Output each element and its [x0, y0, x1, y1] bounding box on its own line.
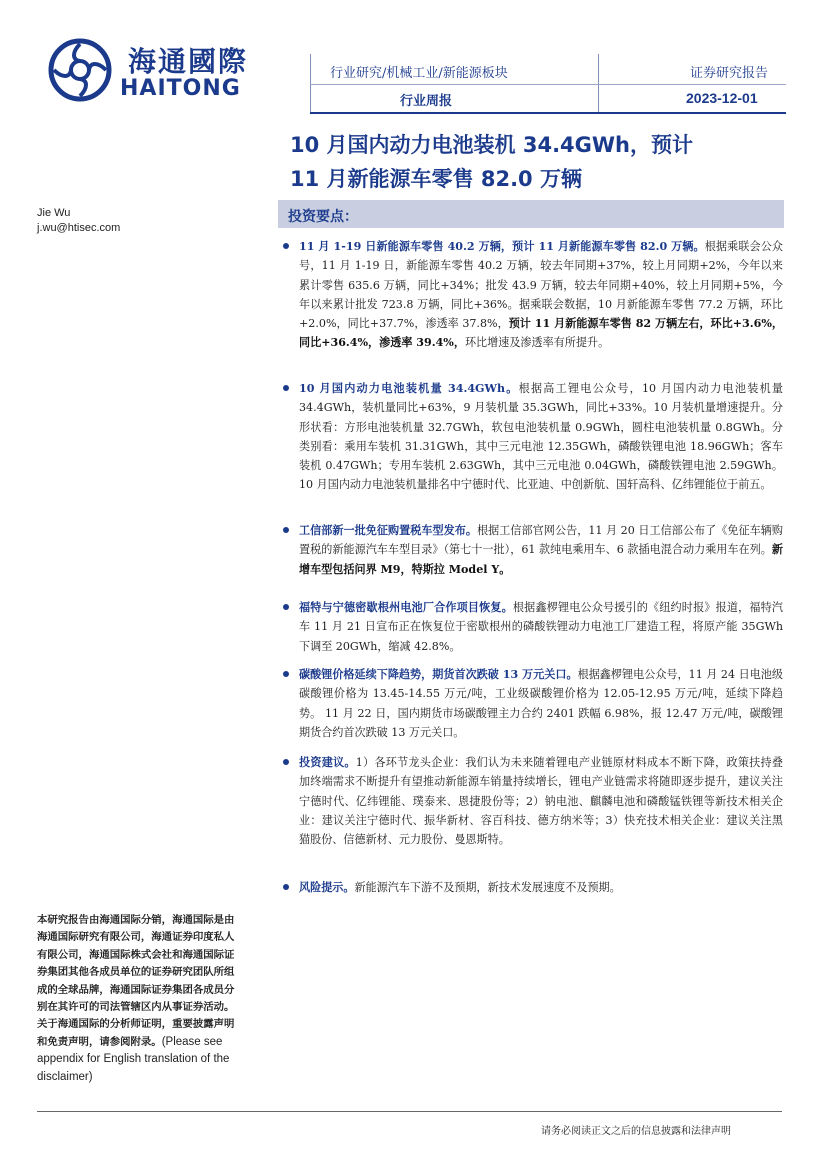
- bullet-lead: 10 月国内动力电池装机量 34.4GWh。: [299, 382, 519, 395]
- bullet-investment-advice: [299, 753, 783, 849]
- disclaimer: [37, 912, 241, 1086]
- report-type: 证券研究报告: [690, 66, 769, 81]
- bullet-tail: 环比增速及渗透率有所提升。: [464, 336, 610, 350]
- bullet-dot-icon: [283, 604, 289, 610]
- summary-heading: 投资要点：: [288, 209, 358, 225]
- author-email[interactable]: j.wu@htisec.com: [37, 222, 121, 234]
- report-title: [290, 128, 790, 196]
- header-divider-left: [310, 54, 311, 112]
- bullet-dot-icon: [283, 527, 289, 533]
- title-line-2: 11 月新能源车零售 82.0 万辆: [290, 167, 582, 191]
- bullet-body: 根据工信部官网公告，11 月 20 日工信部公布了《免征车辆购置税的新能源汽车车型目录》（第七十一批），61 款纯电乘用车、6 款插电混合动力乘用车在列。: [299, 524, 783, 557]
- logo-english-name: HAITONG: [120, 76, 241, 101]
- bullet-dot-icon: [283, 884, 289, 890]
- bullet-bold: 预计 11 月新能源车零售 82 万辆左右，环比+3.6%，同比+36.4%，渗透率 39.4%，: [299, 317, 783, 350]
- bullet-lithium-carbonate: [299, 665, 783, 742]
- bullet-dot-icon: [283, 671, 289, 677]
- bullet-lead: 投资建议。: [299, 756, 356, 769]
- title-line-1: 10 月国内动力电池装机 34.4GWh，预计: [290, 133, 694, 157]
- bullet-lead: 风险提示。: [299, 881, 355, 894]
- disclaimer-english[interactable]: (Please see appendix for English translation of the disclaimer): [37, 1035, 230, 1083]
- bullet-dot-icon: [283, 759, 289, 765]
- footer-note: 请务必阅读正文之后的信息披露和法律声明: [541, 1126, 731, 1137]
- bullet-body: 根据高工锂电公众号，10 月国内动力电池装机量 34.4GWh，装机量同比+63%，9 月装机量 35.3GWh，同比+33%。10 月装机量增速提升。分形状看：方形电池装机量 32.7GWh，软包电池装机量 0.9GWh，圆柱电池装机量 0.8GWh。分类别看：乘用车装机 31.31GWh，其中三元电池 12.35GWh，磷酸铁锂电池 18.96GWh；客车装机 0.47GWh；专用车装机 2.63GWh，其中三元电池 0.04GWh，磷酸铁锂电池 2.59GWh。10 月国内动力电池装机量排名中宁德时代、比亚迪、中创新航、国轩高科、亿纬锂能位于前五。: [299, 382, 783, 492]
- bullet-ford-catl: [299, 598, 783, 656]
- bullet-lead: 碳酸锂价格延续下降趋势，期货首次跌破 13 万元关口。: [299, 668, 578, 681]
- bullet-body: 1）各环节龙头企业：我们认为未来随着锂电产业链原材料成本不断下降，政策扶持叠加终端需求不断提升有望推动新能源车销量持续增长，锂电产业链需求将随即逐步提升，建议关注宁德时代、亿纬锂能、璞泰来、恩捷股份等；2）钠电池、麒麟电池和磷酸锰铁锂等新技术相关企业：建议关注宁德时代、振华新材、容百科技、德方纳米等；3）快充技术相关企业：建议关注黑猫股份、信德新材、元力股份、曼恩斯特。: [299, 756, 783, 847]
- bullet-nev-retail: [299, 237, 783, 353]
- header-divider-middle: [310, 84, 786, 85]
- bullet-lead: 工信部新一批免征购置税车型发布。: [299, 524, 478, 537]
- bullet-lead: 福特与宁德密歇根州电池厂合作项目恢复。: [299, 601, 513, 614]
- report-series: 行业周报: [400, 94, 453, 109]
- author-block: [37, 206, 120, 236]
- report-category: 行业研究/机械工业/新能源板块: [330, 66, 508, 81]
- footer-rule: [37, 1111, 782, 1112]
- bullet-tax-exemption: [299, 521, 783, 579]
- bullet-body: 根据乘联会公众号，11 月 1-19 日，新能源车零售 40.2 万辆，较去年同期+37%，较上月同期+2%，今年以来累计零售 635.6 万辆，同比+34%；批发 43.9 万辆，较去年同期+40%，较上月同期+5%，今年以来累计批发 723.8 万辆，同比+36%。据乘联会数据，10 月新能源车零售 77.2 万辆，环比+2.0%，同比+37.7%，渗透率 37.8%，: [299, 240, 783, 331]
- bullet-bold: 新增车型包括问界 M9，特斯拉 Model Y。: [299, 543, 783, 576]
- bullet-battery-installation: [299, 379, 783, 495]
- header-divider-mid: [598, 54, 599, 112]
- disclaimer-chinese: 本研究报告由海通国际分销，海通国际是由海通国际研究有限公司，海通证券印度私人有限公司，海通国际株式会社和海通国际证券集团其他各成员单位的证券研究团队所组成的全球品牌，海通国际证券集团各成员分别在其许可的司法管辖区内从事证券活动。关于海通国际的分析师证明，重要披露声明和免责声明，请参阅附录。: [37, 914, 235, 1048]
- header-divider-bottom: [310, 112, 786, 114]
- author-name: Jie Wu: [37, 207, 71, 219]
- bullet-body: 根据鑫椤锂电公众号援引的《纽约时报》报道，福特汽车 11 月 21 日宣布正在恢复位于密歇根州的磷酸铁锂动力电池工厂建造工程，将原产能 35GWh 下调至 20GWh，缩减 42.8%。: [299, 601, 783, 653]
- logo-chinese-name: 海通國際: [128, 45, 249, 78]
- bullet-risk-warning: [299, 878, 783, 897]
- bullet-dot-icon: [283, 385, 289, 391]
- haitong-emblem-icon: [48, 38, 114, 102]
- bullet-lead: 11 月 1-19 日新能源车零售 40.2 万辆，预计 11 月新能源车零售 82.0 万辆。: [299, 240, 705, 253]
- bullet-body: 新能源汽车下游不及预期，新技术发展速度不及预期。: [354, 881, 621, 894]
- bullet-dot-icon: [283, 243, 289, 249]
- bullet-body: 根据鑫椤锂电公众号，11 月 24 日电池级碳酸锂价格为 13.45-14.55 万元/吨，工业级碳酸锂价格为 12.05-12.95 万元/吨，延续下降趋势。 11 月 22 日，国内期货市场碳酸锂主力合约 2401 跌幅 6.98%，报 12.47 万元/吨，碳酸锂期货合约首次跌破 13 万元关口。: [299, 668, 783, 739]
- haitong-logo: [48, 38, 248, 102]
- report-date: 2023-12-01: [686, 90, 758, 106]
